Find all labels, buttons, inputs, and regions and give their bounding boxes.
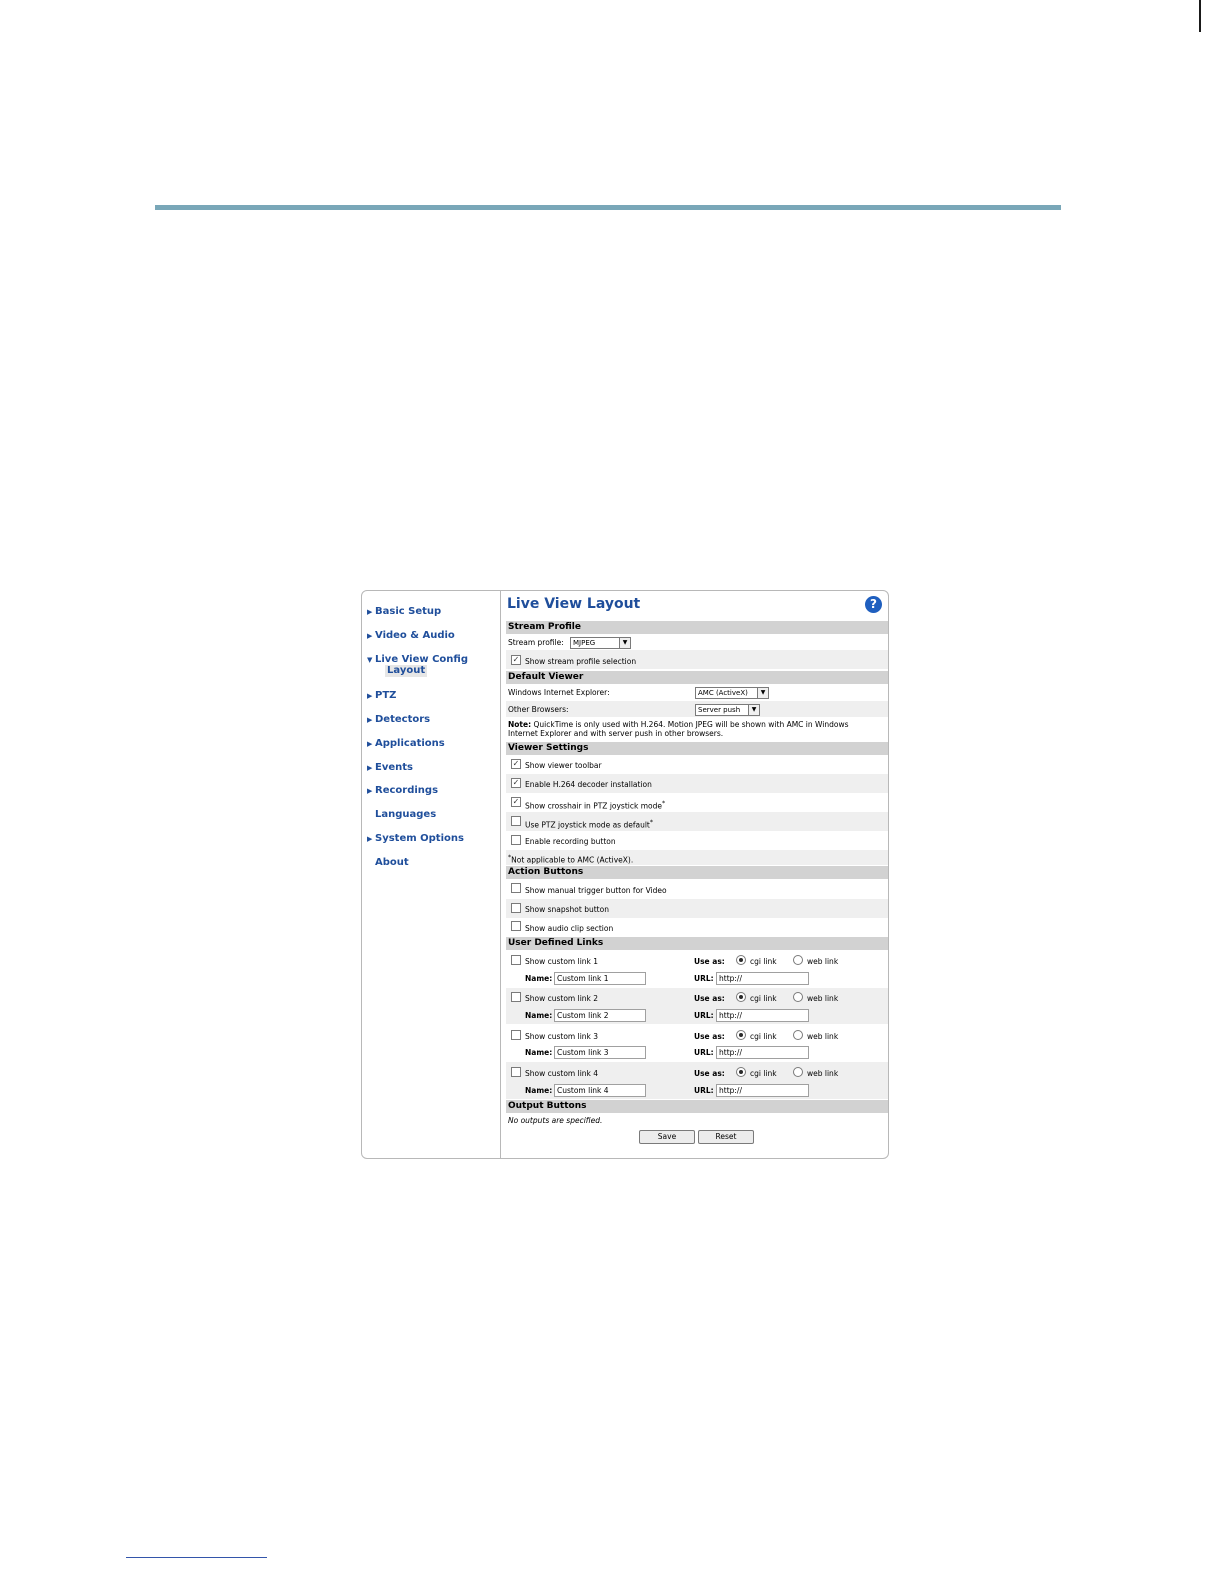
other-browsers-label: Other Browsers: — [508, 705, 569, 714]
show-viewer-toolbar-checkbox[interactable]: ✓ — [512, 759, 520, 768]
save-button[interactable]: Save — [639, 1130, 695, 1144]
cgi-link-label: cgi link — [750, 1032, 777, 1041]
section-header-action-buttons: Action Buttons — [506, 866, 889, 879]
sidebar-nav — [362, 591, 501, 1158]
viewer-note-line2: Internet Explorer and with server push in other browsers. — [508, 729, 724, 738]
header-rule — [155, 205, 1061, 210]
stream-profile-select[interactable]: MJPEG ▼ — [570, 637, 631, 649]
chevron-down-icon: ▼ — [619, 638, 630, 648]
main-panel — [504, 591, 888, 1158]
cgi-link-radio-3[interactable] — [736, 1030, 746, 1040]
show-audio-clip-label: Show audio clip section — [525, 924, 614, 933]
show-custom-link-2-checkbox[interactable] — [511, 992, 521, 1002]
sidebar-item-detectors[interactable]: ▶ Detectors — [367, 714, 431, 725]
show-custom-link-4-checkbox[interactable] — [511, 1067, 521, 1077]
show-snapshot-checkbox[interactable] — [511, 903, 521, 913]
custom-link-3-url-input[interactable]: http:// — [716, 1046, 809, 1059]
web-link-label: web link — [807, 957, 839, 966]
custom-link-2-url-input[interactable]: http:// — [716, 1009, 809, 1022]
custom-link-3-name-input[interactable]: Custom link 3 — [554, 1046, 646, 1059]
sidebar-item-applications[interactable]: ▶ Applications — [367, 738, 445, 749]
page-edge-line — [1199, 0, 1201, 32]
section-header-stream-profile: Stream Profile — [506, 621, 889, 634]
url-label: URL: — [694, 1011, 714, 1020]
cgi-link-label: cgi link — [750, 994, 777, 1003]
custom-link-2-name-input[interactable]: Custom link 2 — [554, 1009, 646, 1022]
show-custom-link-1-label: Show custom link 1 — [525, 957, 599, 966]
chevron-right-icon: ▶ — [367, 608, 373, 616]
web-link-radio-4[interactable] — [793, 1067, 803, 1077]
show-custom-link-3-label: Show custom link 3 — [525, 1032, 599, 1041]
ie-viewer-select[interactable]: AMC (ActiveX) ▼ — [695, 687, 769, 699]
name-label: Name: — [525, 1086, 553, 1095]
question-mark-icon[interactable]: ? — [865, 596, 882, 613]
show-custom-link-4-label: Show custom link 4 — [525, 1069, 599, 1078]
sidebar-item-events[interactable]: ▶ Events — [367, 762, 413, 773]
show-manual-trigger-label: Show manual trigger button for Video — [525, 886, 667, 895]
use-ptz-joystick-default-checkbox[interactable] — [511, 816, 521, 826]
section-header-default-viewer: Default Viewer — [506, 671, 889, 684]
chevron-right-icon: ▶ — [367, 632, 373, 640]
ie-viewer-label: Windows Internet Explorer: — [508, 688, 610, 697]
cgi-link-radio-4[interactable] — [736, 1067, 746, 1077]
show-stream-profile-selection-label: Show stream profile selection — [525, 657, 637, 666]
custom-link-4-name-input[interactable]: Custom link 4 — [554, 1084, 646, 1097]
section-header-user-defined-links: User Defined Links — [506, 937, 889, 950]
cgi-link-radio-2[interactable] — [736, 992, 746, 1002]
name-label: Name: — [525, 1011, 553, 1020]
section-header-viewer-settings: Viewer Settings — [506, 742, 889, 755]
use-as-label: Use as: — [694, 994, 725, 1003]
live-view-layout-window — [361, 590, 889, 1159]
use-as-label: Use as: — [694, 1069, 725, 1078]
sidebar-item-about[interactable]: About — [375, 857, 409, 868]
sidebar-item-recordings[interactable]: ▶ Recordings — [367, 785, 439, 796]
sidebar-subitem-layout[interactable]: Layout — [387, 665, 426, 676]
show-custom-link-3-checkbox[interactable] — [511, 1030, 521, 1040]
stream-profile-label: Stream profile: — [508, 638, 564, 647]
chevron-right-icon: ▶ — [367, 764, 373, 772]
viewer-footnote: *Not applicable to AMC (ActiveX). — [508, 854, 634, 865]
web-link-label: web link — [807, 994, 839, 1003]
cgi-link-radio-1[interactable] — [736, 955, 746, 965]
name-label: Name: — [525, 1048, 553, 1057]
show-stream-profile-selection-checkbox[interactable]: ✓ — [512, 655, 520, 664]
section-header-output-buttons: Output Buttons — [506, 1100, 889, 1113]
custom-link-4-url-input[interactable]: http:// — [716, 1084, 809, 1097]
sidebar-item-ptz[interactable]: ▶ PTZ — [367, 690, 397, 701]
web-link-radio-3[interactable] — [793, 1030, 803, 1040]
url-label: URL: — [694, 974, 714, 983]
show-custom-link-2-label: Show custom link 2 — [525, 994, 599, 1003]
sidebar-item-video-audio[interactable]: ▶ Video & Audio — [367, 630, 455, 641]
chevron-right-icon: ▶ — [367, 835, 373, 843]
chevron-right-icon: ▶ — [367, 740, 373, 748]
chevron-down-icon: ▼ — [367, 656, 373, 664]
use-as-label: Use as: — [694, 957, 725, 966]
show-manual-trigger-checkbox[interactable] — [511, 883, 521, 893]
enable-recording-button-label: Enable recording button — [525, 837, 616, 846]
chevron-down-icon: ▼ — [757, 688, 768, 698]
chevron-right-icon: ▶ — [367, 787, 373, 795]
show-crosshair-label: Show crosshair in PTZ joystick mode* — [525, 800, 666, 811]
web-link-label: web link — [807, 1032, 839, 1041]
sidebar-item-languages[interactable]: Languages — [375, 809, 437, 820]
cgi-link-label: cgi link — [750, 1069, 777, 1078]
url-label: URL: — [694, 1048, 714, 1057]
page-title: Live View Layout — [507, 596, 641, 612]
enable-h264-decoder-label: Enable H.264 decoder installation — [525, 780, 652, 789]
other-browsers-select[interactable]: Server push ▼ — [695, 704, 760, 716]
enable-recording-button-checkbox[interactable] — [511, 835, 521, 845]
show-snapshot-label: Show snapshot button — [525, 905, 609, 914]
name-label: Name: — [525, 974, 553, 983]
web-link-label: web link — [807, 1069, 839, 1078]
custom-link-1-name-input[interactable]: Custom link 1 — [554, 972, 646, 985]
sidebar-item-basic-setup[interactable]: ▶ Basic Setup — [367, 606, 442, 617]
chevron-down-icon: ▼ — [748, 705, 759, 715]
enable-h264-decoder-checkbox[interactable]: ✓ — [512, 778, 520, 787]
show-custom-link-1-checkbox[interactable] — [511, 955, 521, 965]
no-outputs-note: No outputs are specified. — [508, 1116, 603, 1125]
use-ptz-joystick-default-label: Use PTZ joystick mode as default* — [525, 819, 653, 830]
cgi-link-label: cgi link — [750, 957, 777, 966]
footer-link-underline — [126, 1557, 267, 1558]
show-viewer-toolbar-label: Show viewer toolbar — [525, 761, 602, 770]
show-audio-clip-checkbox[interactable] — [511, 921, 521, 931]
chevron-right-icon: ▶ — [367, 716, 373, 724]
web-link-radio-1[interactable] — [793, 955, 803, 965]
custom-link-1-url-input[interactable]: http:// — [716, 972, 809, 985]
url-label: URL: — [694, 1086, 714, 1095]
chevron-right-icon: ▶ — [367, 692, 373, 700]
use-as-label: Use as: — [694, 1032, 725, 1041]
sidebar-item-live-view-config[interactable]: ▼ Live View Config — [367, 654, 468, 665]
reset-button[interactable]: Reset — [698, 1130, 754, 1144]
sidebar-item-system-options[interactable]: ▶ System Options — [367, 833, 464, 844]
show-crosshair-checkbox[interactable]: ✓ — [512, 797, 520, 806]
web-link-radio-2[interactable] — [793, 992, 803, 1002]
viewer-note-line1: Note: QuickTime is only used with H.264. Motion JPEG will be shown with AMC in Windows — [508, 720, 849, 729]
